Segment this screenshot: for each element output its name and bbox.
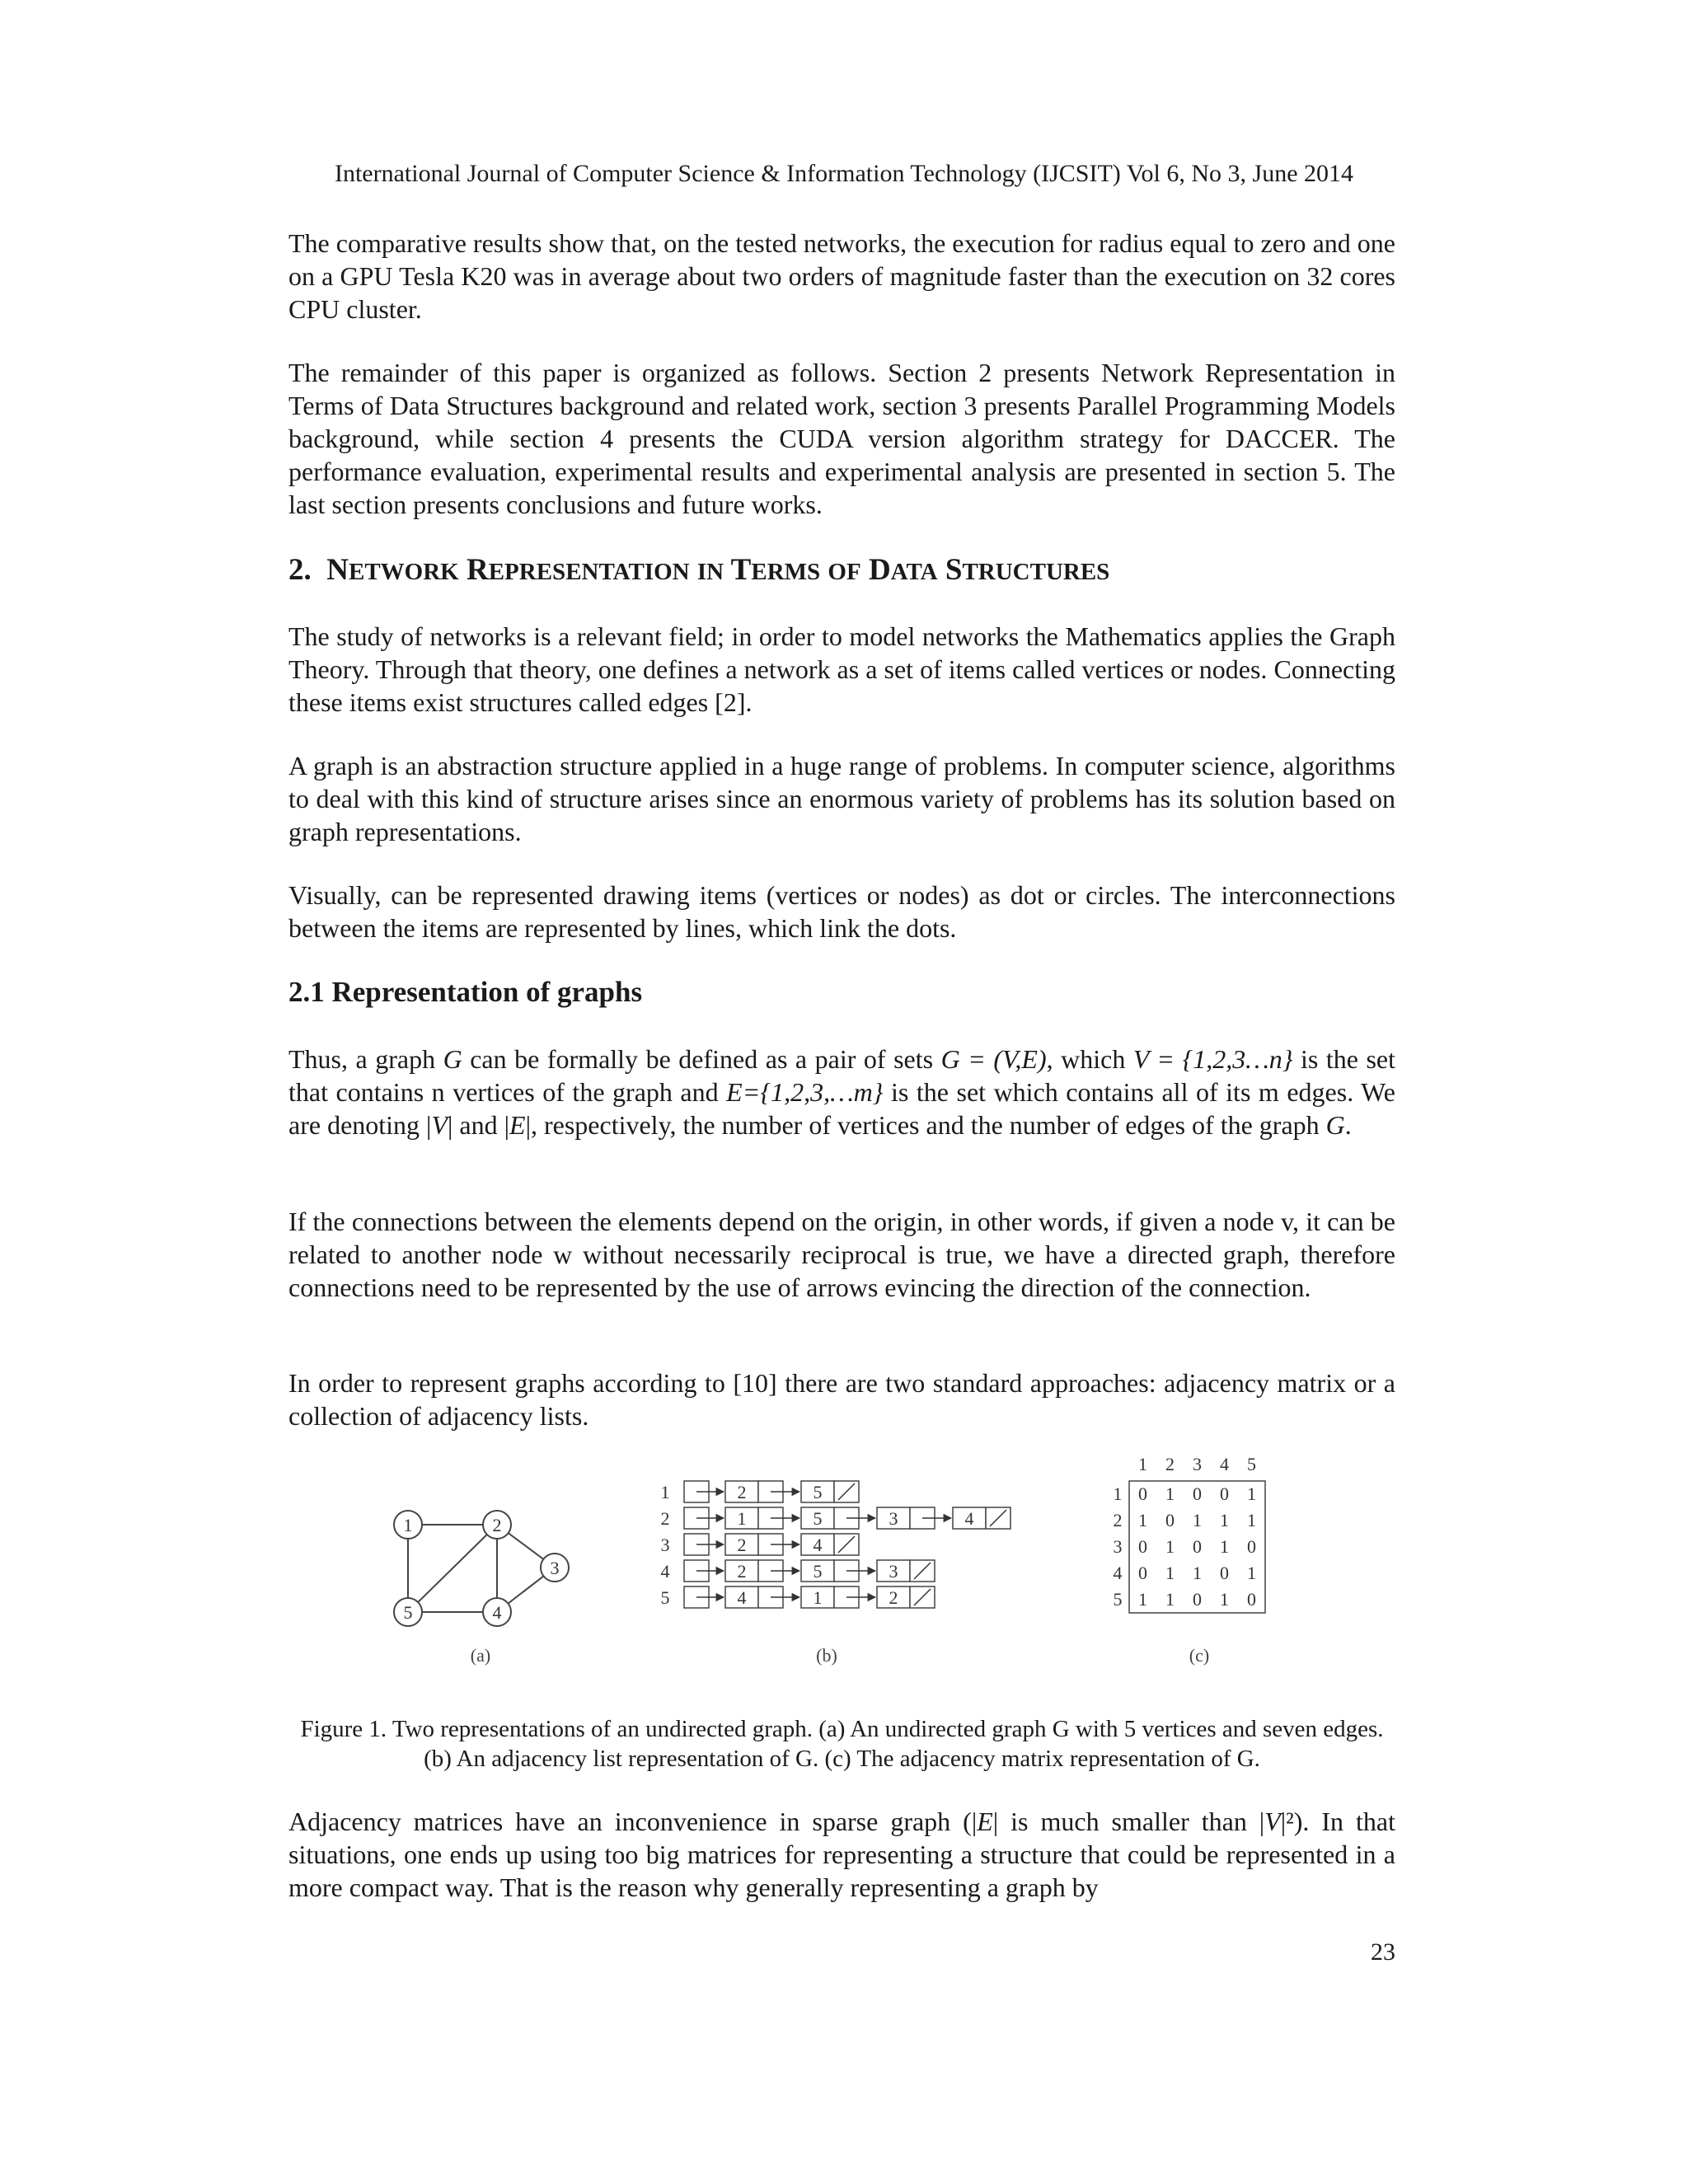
math-symbol: E <box>509 1110 526 1140</box>
matrix-cell: 0 <box>1138 1483 1147 1504</box>
matrix-cell: 1 <box>1193 1563 1202 1583</box>
math-expression: E={1,2,3,…m} <box>726 1077 884 1107</box>
matrix-cell: 0 <box>1165 1510 1175 1530</box>
matrix-cell: 1 <box>1165 1589 1175 1610</box>
math-expression: G = (V,E) <box>940 1044 1047 1074</box>
adj-list-node-label: 2 <box>737 1561 747 1582</box>
math-symbol: E <box>977 1807 993 1836</box>
paragraph-formal-definition <box>288 1043 1395 1141</box>
math-symbol: V <box>431 1110 448 1140</box>
graph-vertex-label: 1 <box>403 1515 413 1535</box>
heading-word-rest: ATA <box>890 559 938 585</box>
matrix-row-label: 2 <box>1113 1510 1123 1530</box>
matrix-cell: 0 <box>1193 1589 1202 1610</box>
matrix-cell: 0 <box>1247 1536 1256 1557</box>
paragraph-sparse-graphs <box>288 1805 1395 1904</box>
text-run: is the set that contains n vertices of the graph and <box>288 1044 1396 1107</box>
heading-word-cap: D <box>868 553 891 587</box>
text-run: , which <box>1046 1044 1133 1074</box>
text-run: is the set which contains all of its m edges. We are denoting | <box>288 1077 1396 1140</box>
text-run: can be formally be defined as a pair of sets <box>462 1044 941 1074</box>
matrix-row-label: 5 <box>1113 1589 1123 1610</box>
paragraph-intro-results: The comparative results show that, on the tested networks, the execution for radius equal to zero and one on a GPU Tesla K20 was in average about two orders of magnitude faster than the execution on 32 cores CPU cluster. <box>288 228 1395 324</box>
paragraph-organization: The remainder of this paper is organized as follows. Section 2 presents Network Representation in Terms of Data Structures background and related work, section 3 presents Parallel Programming Models background, while section 4 presents the CUDA version algorithm strategy for DACCER. The performance evaluation, experimental results and experimental analysis are presented in section 5. The last section presents conclusions and future works. <box>288 358 1395 519</box>
matrix-cell: 1 <box>1220 1536 1229 1557</box>
figure-label-c: (c) <box>1189 1645 1210 1666</box>
paragraph-networks: The study of networks is a relevant field; in order to model networks the Mathematics applies the Graph Theory. Through that theory, one defines a network as a set of items called vertices or nodes. Connecting these items exist structures called edges [2]. <box>288 621 1395 717</box>
heading-word-rest: IN <box>696 559 724 585</box>
adj-list-node-label: 2 <box>889 1587 898 1608</box>
adjacency-matrix <box>1114 1454 1266 1613</box>
matrix-cell: 1 <box>1165 1483 1175 1504</box>
text-run: . <box>1344 1110 1352 1140</box>
graph-edge <box>408 1525 497 1612</box>
matrix-col-label: 2 <box>1165 1454 1175 1474</box>
matrix-cell: 0 <box>1220 1563 1229 1583</box>
heading-word-cap: T <box>730 553 752 587</box>
adj-list-node-label: 2 <box>737 1482 747 1502</box>
math-expression: V = {1,2,3…n} <box>1132 1044 1293 1074</box>
matrix-col-label: 3 <box>1193 1454 1202 1474</box>
matrix-cell: 0 <box>1193 1536 1202 1557</box>
matrix-cell: 0 <box>1247 1589 1256 1610</box>
heading-word-cap: N <box>326 553 349 587</box>
page-number: 23 <box>1371 1938 1395 1966</box>
section-number: 2. <box>288 553 312 587</box>
adj-list-node-label: 4 <box>964 1508 974 1529</box>
paragraph-visual: Visually, can be represented drawing items (vertices or nodes) as dot or circles. The interconnections between the items are represented by lines, which link the dots. <box>288 880 1395 943</box>
adj-list-row-label: 4 <box>660 1561 670 1582</box>
paragraph-directed-graph: If the connections between the elements depend on the origin, in other words, if given a node v, it can be related to another node w without necessarily reciprocal is true, we have a directed graph, therefore connections need to be represented by the use of arrows evincing the direction of the connection. <box>288 1207 1395 1302</box>
adj-list-row-label: 5 <box>660 1587 670 1608</box>
text-run: |, respectively, the number of vertices and the number of edges of the graph <box>525 1110 1326 1140</box>
matrix-cell: 0 <box>1220 1483 1229 1504</box>
matrix-cell: 0 <box>1138 1563 1147 1583</box>
graph-vertex-label: 4 <box>492 1602 502 1623</box>
matrix-cell: 1 <box>1138 1589 1147 1610</box>
paragraph-standard-approaches: In order to represent graphs according to [10] there are two standard approaches: adjacency matrix or a collection of adjacency lists. <box>288 1368 1395 1431</box>
matrix-row-label: 3 <box>1113 1536 1123 1557</box>
matrix-row-label: 1 <box>1113 1483 1123 1504</box>
math-symbol: V <box>1264 1807 1281 1836</box>
matrix-cell: 1 <box>1220 1589 1229 1610</box>
heading-word-rest: EPRESENTATION <box>488 559 690 585</box>
math-symbol: G <box>443 1044 462 1074</box>
adj-list-row-label: 2 <box>660 1508 670 1529</box>
text-run: |²). In that situations, one ends up using too big matrices for representing a structure that could be represented in a more compact way. That is the reason why generally representing a graph by <box>288 1807 1396 1902</box>
matrix-cell: 1 <box>1165 1563 1175 1583</box>
undirected-graph <box>394 1511 569 1626</box>
heading-word-rest: ERMS <box>751 559 821 585</box>
adj-list-node-label: 3 <box>889 1561 898 1582</box>
heading-word-rest: TRUCTURES <box>962 559 1110 585</box>
figure-caption: Figure 1. Two representations of an undirected graph. (a) An undirected graph G with 5 vertices and seven edges. (b) An adjacency list representation of G. (c) The adjacency matrix representation of G. <box>300 1716 1384 1772</box>
heading-word-cap: S <box>945 553 963 587</box>
graph-vertex-label: 2 <box>492 1515 502 1535</box>
adj-list-node-label: 5 <box>813 1508 823 1529</box>
graph-vertex-label: 5 <box>403 1602 413 1623</box>
heading-word-cap: R <box>466 553 489 587</box>
matrix-cell: 1 <box>1247 1510 1256 1530</box>
matrix-cell: 1 <box>1220 1510 1229 1530</box>
graph-vertex-label: 3 <box>550 1558 560 1578</box>
adj-list-node-label: 5 <box>813 1482 823 1502</box>
subsection-heading: 2.1 Representation of graphs <box>288 976 643 1008</box>
adj-list-node-label: 1 <box>737 1508 747 1529</box>
heading-word-rest: OF <box>828 559 861 585</box>
text-run: Adjacency matrices have an inconvenience in sparse graph (| <box>288 1807 978 1836</box>
adj-list-node-label: 5 <box>813 1561 823 1582</box>
matrix-col-label: 4 <box>1220 1454 1229 1474</box>
adj-list-row-label: 1 <box>660 1482 670 1502</box>
adj-list-node-label: 4 <box>813 1535 823 1555</box>
matrix-cell: 1 <box>1247 1483 1256 1504</box>
matrix-cell: 1 <box>1193 1510 1202 1530</box>
matrix-cell: 1 <box>1138 1510 1147 1530</box>
matrix-cell: 1 <box>1165 1536 1175 1557</box>
adj-list-node-label: 1 <box>813 1587 823 1608</box>
text-run: | is much smaller than | <box>992 1807 1265 1836</box>
adj-list-node-label: 3 <box>889 1508 898 1529</box>
matrix-col-label: 5 <box>1247 1454 1256 1474</box>
matrix-cell: 0 <box>1138 1536 1147 1557</box>
matrix-cell: 0 <box>1193 1483 1202 1504</box>
text-run: Thus, a graph <box>288 1044 443 1074</box>
running-header: International Journal of Computer Science & Information Technology (IJCSIT) Vol 6, No 3, June 2014 <box>334 160 1354 187</box>
text-run: | and | <box>448 1110 510 1140</box>
adj-list-node-label: 4 <box>737 1587 747 1608</box>
heading-word-rest: ETWORK <box>348 559 459 585</box>
matrix-cell: 1 <box>1247 1563 1256 1583</box>
adjacency-list <box>661 1481 1011 1608</box>
matrix-col-label: 1 <box>1138 1454 1147 1474</box>
adj-list-row-label: 3 <box>660 1535 670 1555</box>
figure-1 <box>0 1451 1688 1681</box>
section-2-heading <box>288 552 1395 590</box>
matrix-row-label: 4 <box>1113 1563 1123 1583</box>
adj-list-node-label: 2 <box>737 1535 747 1555</box>
figure-label-b: (b) <box>816 1645 837 1666</box>
paragraph-graph-abstraction: A graph is an abstraction structure applied in a huge range of problems. In computer science, algorithms to deal with this kind of structure arises since an enormous variety of problems has its solution based on graph representations. <box>288 751 1395 846</box>
figure-label-a: (a) <box>470 1645 491 1666</box>
math-symbol: G <box>1325 1110 1345 1140</box>
